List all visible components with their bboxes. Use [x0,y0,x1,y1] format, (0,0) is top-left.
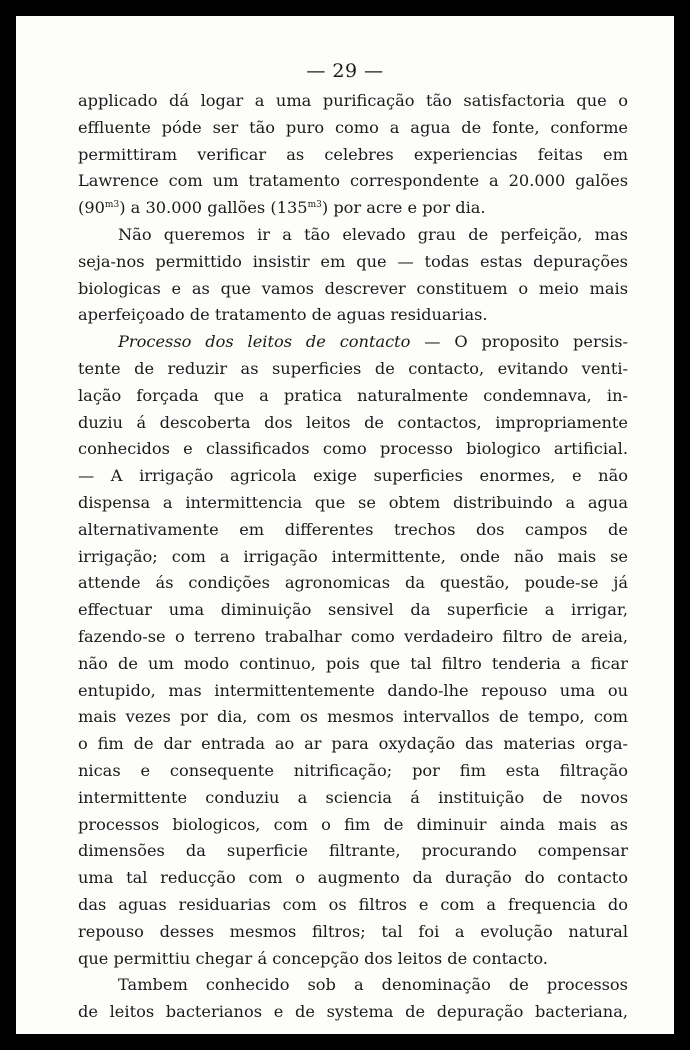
text-line: processos biologicos, com o fim de diminuir ainda mais as [78,814,628,834]
text-line: alternativamente em differentes trechos dos campos de [78,519,628,539]
text-line: intermittente conduziu a sciencia á instituição de novos [78,787,628,807]
text-fragment: — O proposito persis- [424,332,628,352]
text-line: não de um modo continuo, pois que tal filtro tenderia a ficar [78,653,628,673]
text-line: permittiram verificar as celebres experiencias feitas em [78,144,628,164]
text-line: que permittiu chegar á concepção dos leitos de contacto. [78,948,548,968]
text-fragment: (90 [78,198,105,218]
text-line: das aguas residuarias com os filtros e com a frequencia do [78,894,628,914]
text-line [78,195,628,222]
text-line: fazendo-se o terreno trabalhar como verdadeiro filtro de areia, [78,626,628,646]
text-line: duziu á descoberta dos leitos de contactos, impropriamente [78,412,628,432]
text-line: biologicas e as que vamos descrever constituem o meio mais [78,278,628,298]
text-line: uma tal reducção com o augmento da duração do contacto [78,868,628,888]
text-line: effluente póde ser tão puro como a agua de fonte, conforme [78,117,628,137]
text-line: — A irrigação agricola exige superficies enormes, e não [78,466,628,486]
superscript: m3 [307,200,322,211]
text-line: Tambem conhecido sob a denominação de processos [118,975,628,995]
text-line: applicado dá logar a uma purificação tão satisfactoria que o [78,91,628,110]
text-line: Não queremos ir a tão elevado grau de perfeição, mas [118,224,628,244]
text-line: entupido, mas intermittentemente dando-lhe repouso uma ou [78,680,628,700]
text-line: conhecidos e classificados como processo biologico artificial. [78,439,628,459]
book-page [16,16,674,1034]
text-line [78,329,628,356]
text-line: seja-nos permittido insistir em que — todas estas depurações [78,251,628,271]
page-number: — 29 — [306,60,384,82]
text-line: dimensões da superficie filtrante, procurando compensar [78,841,628,861]
text-line: lação forçada que a pratica naturalmente condemnava, in- [78,385,628,405]
text-fragment: ) a 30.000 gallões (135 [119,198,308,218]
text-line: de leitos bacterianos e de systema de depuração bacteriana, [78,1002,628,1022]
text-line: nicas e consequente nitrificação; por fim esta filtração [78,760,628,780]
text-line: attende ás condições agronomicas da questão, poude-se já [78,573,628,593]
text-line: tente de reduzir as superficies de contacto, evitando venti- [78,358,628,378]
text-line: dispensa a intermittencia que se obtem distribuindo a agua [78,492,628,512]
text-line: aperfeiçoado de tratamento de aguas residuarias. [78,305,488,325]
text-line: o fim de dar entrada ao ar para oxydação das materias orga- [78,734,628,754]
text-line: irrigação; com a irrigação intermittente, onde não mais se [78,546,628,566]
section-title: Processo dos leitos de contacto [118,332,411,352]
body-text [78,88,628,1026]
text-line: effectuar uma diminuição sensivel da superficie a irrigar, [78,600,628,620]
text-fragment: ) por acre e por dia. [321,198,486,218]
text-line: Lawrence com um tratamento correspondente a 20.000 galões [78,171,628,191]
superscript: m3 [104,200,120,211]
text-line: mais vezes por dia, com os mesmos intervallos de tempo, com [78,707,628,727]
text-line: repouso desses mesmos filtros; tal foi a evolução natural [78,921,628,941]
